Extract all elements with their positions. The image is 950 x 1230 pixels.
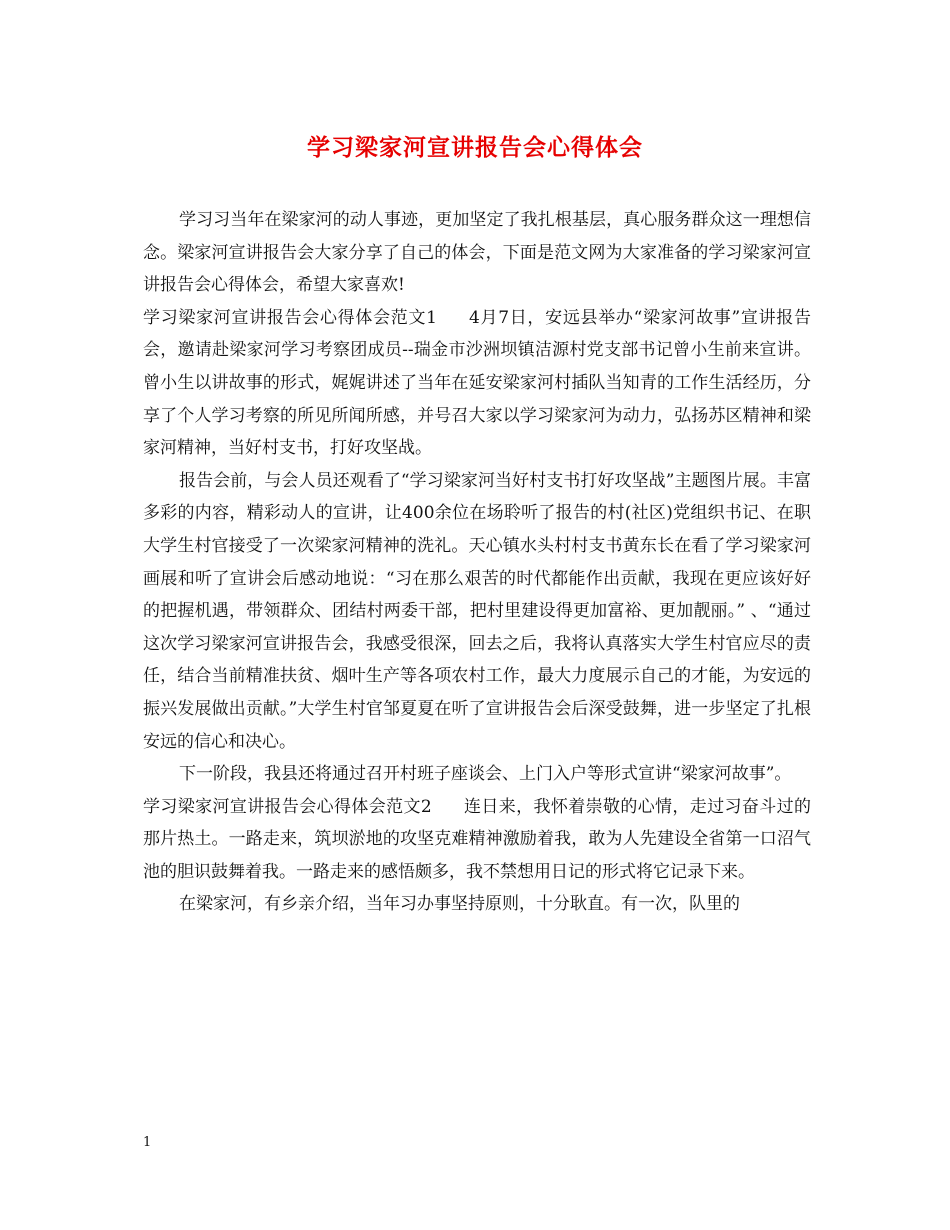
sample1-heading: 学习梁家河宣讲报告会心得体会范文1 [143, 307, 437, 328]
document-title: 学习梁家河宣讲报告会心得体会 [307, 134, 643, 161]
document-body [143, 204, 811, 921]
sample2-paragraph-2: 在梁家河，有乡亲介绍，当年习办事坚持原则，十分耿直。有一次，队里的 [179, 894, 740, 915]
intro-paragraph: 学习习当年在梁家河的动人事迹，更加坚定了我扎根基层，真心服务群众这一理想信念。梁家河宣讲报告会大家分享了自己的体会，下面是范文网为大家准备的学习梁家河宣讲报告会心得体会，希望大家喜欢! [143, 210, 811, 296]
sample1-paragraph-2: 报告会前，与会人员还观看了“学习梁家河当好村支书打好攻坚战”主题图片展。丰富多彩的内容，精彩动人的宣讲，让400余位在场聆听了报告的村(社区)党组织书记、在职大学生村官接受了一次梁家河精神的洗礼。天心镇水头村村支书黄东长在看了学习梁家河画展和听了宣讲会后感动地说：“习在那么艰苦的时代都能作出贡献，我现在更应该好好的把握机遇，带领群众、团结村两委干部，把村里建设得更加富裕、更加靓丽。” 、“通过这次学习梁家河宣讲报告会，我感受很深，回去之后，我将认真落实大学生村官应尽的责任，结合当前精准扶贫、烟叶生产等各项农村工作，最大力度展示自己的才能，为安远的振兴发展做出贡献。”大学生村官邹夏夏在听了宣讲报告会后深受鼓舞，进一步坚定了扎根安远的信心和决心。 [143, 470, 811, 752]
sample1-lead-text: 4月7日，安远县举办“梁家河故事”宣讲报告会，邀请赴梁家河学习考察团成员--瑞金市沙洲坝镇洁源村党支部书记曾小生前来宣讲。曾小生以讲故事的形式，娓娓讲述了当年在延安梁家河村插队当知青的工作生活经历，分享了个人学习考察的所见所闻所感，并号召大家以学习梁家河为动力，弘扬苏区精神和梁家河精神，当好村支书，打好攻坚战。 [143, 307, 811, 459]
page-number: 1 [143, 1135, 152, 1150]
sample2-heading: 学习梁家河宣讲报告会心得体会范文2 [143, 796, 432, 817]
sample2-first-paragraph [143, 791, 811, 889]
sample2-lead-text: 连日来，我怀着崇敬的心情，走过习奋斗过的那片热土。一路走来，筑坝淤地的攻坚克难精神激励着我，敢为人先建设全省第一口沼气池的胆识鼓舞着我。一路走来的感悟颇多，我不禁想用日记的形式将它记录下来。 [143, 796, 811, 882]
sample1-paragraph-3: 下一阶段，我县还将通过召开村班子座谈会、上门入户等形式宣讲“梁家河故事”。 [179, 764, 792, 785]
sample1-first-paragraph [143, 302, 811, 465]
